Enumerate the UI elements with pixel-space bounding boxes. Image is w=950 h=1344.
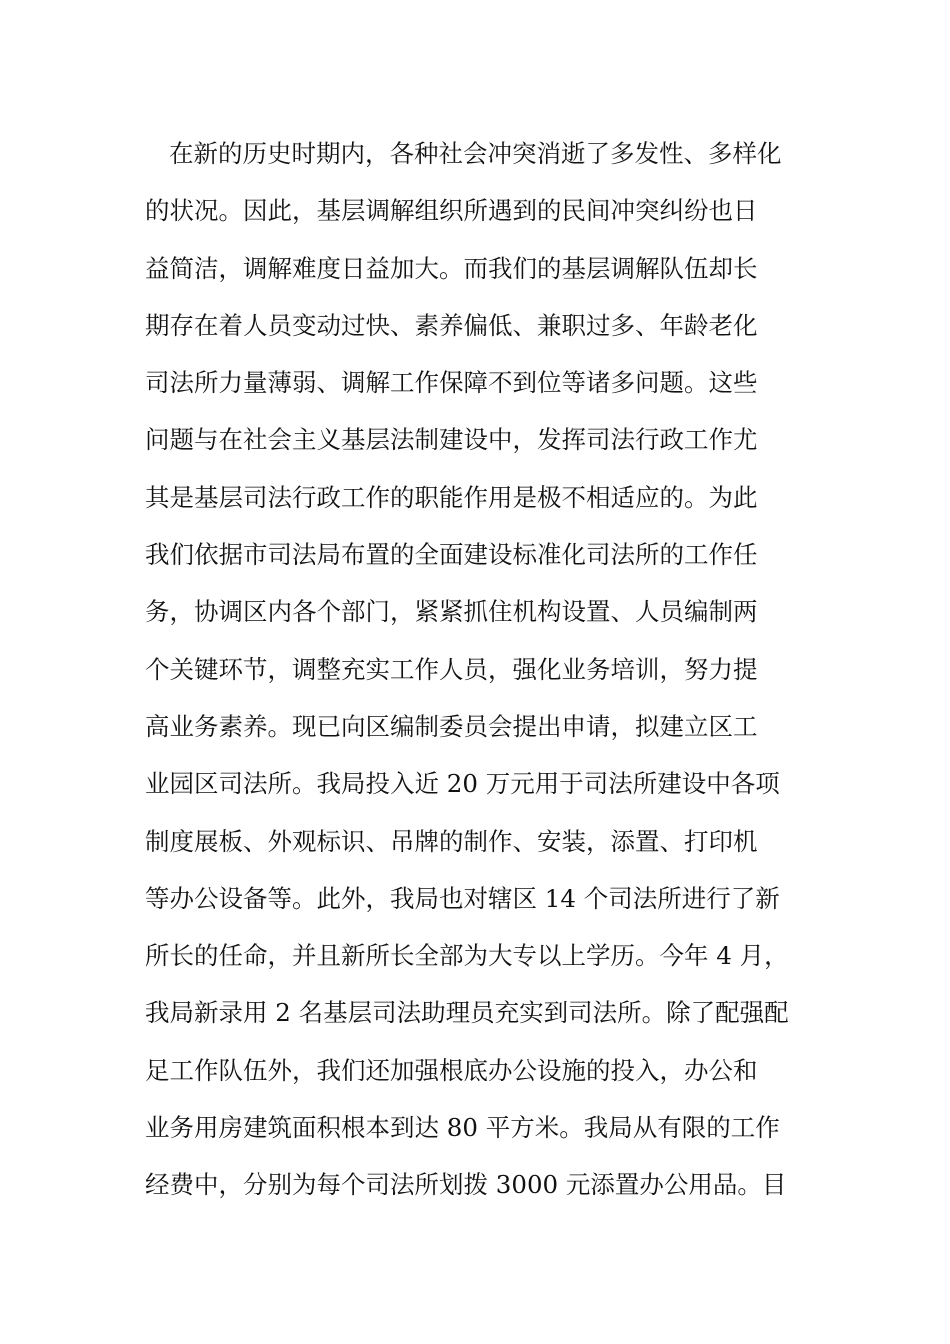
- text-line: 足工作队伍外，我们还加强根底办公设施的投入，办公和: [145, 1055, 758, 1085]
- text-line: 业务用房建筑面积根本到达 80 平方米。我局从有限的工作: [145, 1113, 780, 1143]
- text-line: 期存在着人员变动过快、素养偏低、兼职过多、年龄老化: [145, 310, 758, 340]
- body-paragraph: [145, 125, 815, 1214]
- text-line: 其是基层司法行政工作的职能作用是极不相适应的。为此: [145, 482, 758, 512]
- text-line: 业园区司法所。我局投入近 20 万元用于司法所建设中各项: [145, 769, 780, 799]
- text-line: 的状况。因此，基层调解组织所遇到的民间冲突纠纷也日: [145, 196, 758, 226]
- text-line: 在新的历史时期内，各种社会冲突消逝了多发性、多样化: [169, 139, 782, 168]
- text-line: 经费中，分别为每个司法所划拨 3000 元添置办公用品。目: [145, 1170, 787, 1200]
- text-line: 高业务素养。现已向区编制委员会提出申请，拟建立区工: [145, 711, 758, 741]
- text-line: 我局新录用 2 名基层司法助理员充实到司法所。除了配强配: [145, 998, 789, 1028]
- text-line: 问题与在社会主义基层法制建设中，发挥司法行政工作尤: [145, 425, 758, 455]
- text-line: 个关键环节，调整充实工作人员，强化业务培训，努力提: [145, 654, 758, 684]
- text-line: 益简洁，调解难度日益加大。而我们的基层调解队伍却长: [145, 253, 758, 283]
- text-line: 等办公设备等。此外，我局也对辖区 14 个司法所进行了新: [145, 883, 780, 913]
- text-line: 所长的任命，并且新所长全部为大专以上学历。今年 4 月，: [145, 941, 789, 971]
- text-line: 司法所力量薄弱、调解工作保障不到位等诸多问题。这些: [145, 368, 758, 398]
- text-line: 务，协调区内各个部门，紧紧抓住机构设置、人员编制两: [145, 597, 758, 627]
- text-line: 制度展板、外观标识、吊牌的制作、安装，添置、打印机: [145, 826, 758, 856]
- text-line: 我们依据市司法局布置的全面建设标准化司法所的工作任: [145, 540, 758, 570]
